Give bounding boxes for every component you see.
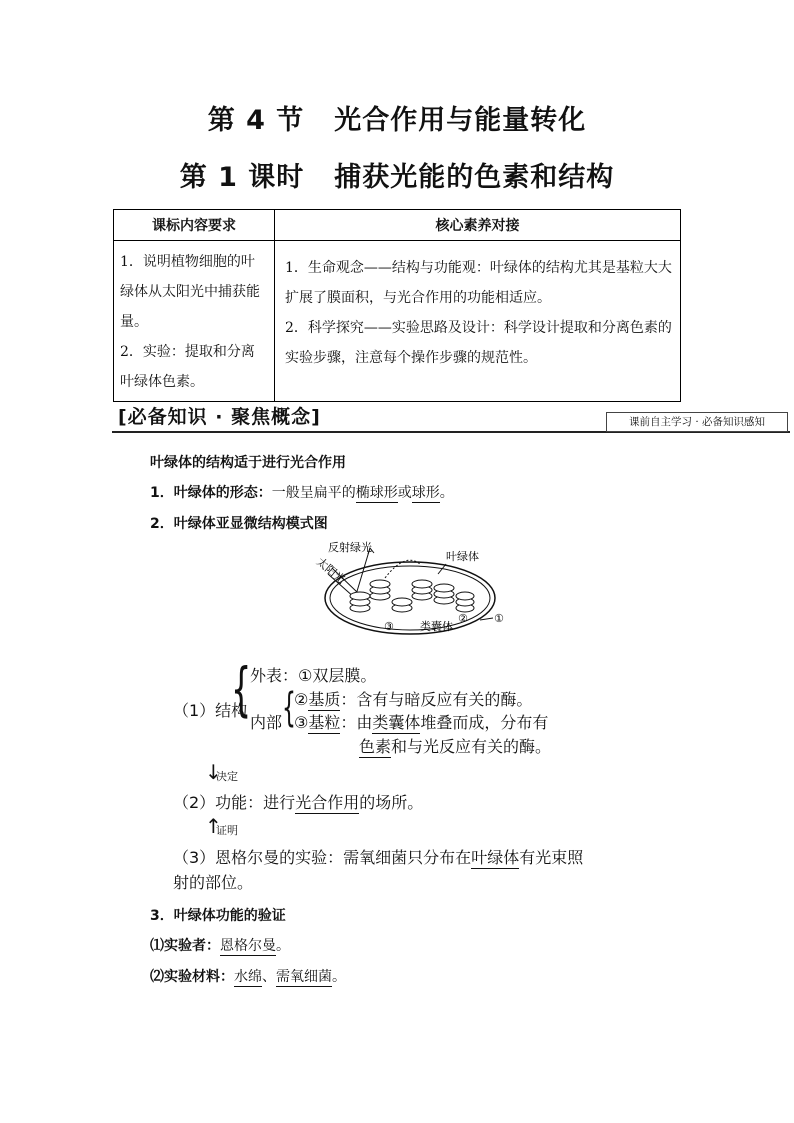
lesson-title [0, 155, 794, 194]
label-n3: ③ [384, 620, 394, 633]
header-competency: 核心素养对接 [275, 210, 681, 241]
section-tag: 课前自主学习 · 必备知识感知 [606, 412, 788, 432]
curriculum-cell [114, 241, 275, 402]
item-shape: 1．叶绿体的形态：一般呈扁平的椭球形或球形。 [150, 485, 454, 501]
label-sunlight: 太阳光 [313, 555, 348, 587]
chloroplast-diagram [310, 538, 515, 640]
curriculum-item: 1．说明植物细胞的叶绿体从太阳光中捕获能量。 [120, 254, 260, 330]
competency-cell [275, 241, 681, 402]
header-curriculum: 课标内容要求 [114, 210, 275, 241]
experimenter-row: ⑴实验者：恩格尔曼。 [150, 938, 290, 954]
competency-item: 1．生命观念——结构与功能观：叶绿体的结构尤其是基粒大大扩展了膜面积，与光合作用的功能相适应。 [285, 260, 672, 306]
chapter-title [0, 98, 794, 137]
matrix-row: ②基质：含有与暗反应有关的酶。 [294, 690, 533, 709]
function-row: （2）功能：进行光合作用的场所。 [173, 793, 424, 812]
section-number: 第 4 节 [207, 105, 305, 136]
experiment-row-cont: 射的部位。 [173, 873, 254, 892]
item-diagram-title: 2．叶绿体亚显微结构模式图 [150, 516, 328, 532]
section-heading: [必备知识 · 聚焦概念] [118, 406, 321, 428]
structure-label: （1）结构 [173, 701, 248, 720]
lesson-number: 第 1 课时 [179, 162, 305, 193]
decide-label: 决定 [216, 770, 238, 783]
materials-row: ⑵实验材料：水绵、需氧细菌。 [150, 969, 346, 985]
inner-label: 内部 [250, 713, 283, 732]
granum-row: ③基粒：由类囊体堆叠而成，分布有 [294, 713, 549, 732]
label-reflect: 反射绿光 [328, 541, 372, 554]
label-n1: ① [494, 612, 504, 625]
reflect-ray [355, 548, 370, 598]
up-arrow-icon: ↑ [205, 814, 222, 838]
grana-stacks [350, 580, 474, 612]
label-n2: ② [458, 612, 468, 625]
inner-brace: { [282, 685, 296, 731]
outer-row: 外表：①双层膜。 [250, 666, 377, 685]
standards-table [113, 209, 681, 402]
section-name: 光合作用与能量转化 [334, 105, 587, 136]
label-chloroplast: 叶绿体 [446, 550, 479, 563]
competency-item: 2．科学探究——实验思路及设计：科学设计提取和分离色素的实验步骤，注意每个操作步骤的规范性。 [285, 320, 672, 366]
topic-heading: 叶绿体的结构适于进行光合作用 [150, 455, 346, 471]
structure-brace: { [231, 655, 252, 723]
prove-label: 证明 [216, 824, 238, 837]
down-arrow-icon: ↓ [205, 760, 222, 784]
curriculum-item: 2．实验：提取和分离叶绿体色素。 [120, 344, 255, 390]
item-verify: 3．叶绿体功能的验证 [150, 908, 286, 924]
lesson-name: 捕获光能的色素和结构 [334, 162, 615, 193]
experiment-row: （3）恩格尔曼的实验：需氧细菌只分布在叶绿体有光束照 [173, 848, 584, 867]
label-thylakoid: 类囊体 [420, 620, 453, 633]
granum-row-cont: 色素和与光反应有关的酶。 [359, 737, 552, 756]
